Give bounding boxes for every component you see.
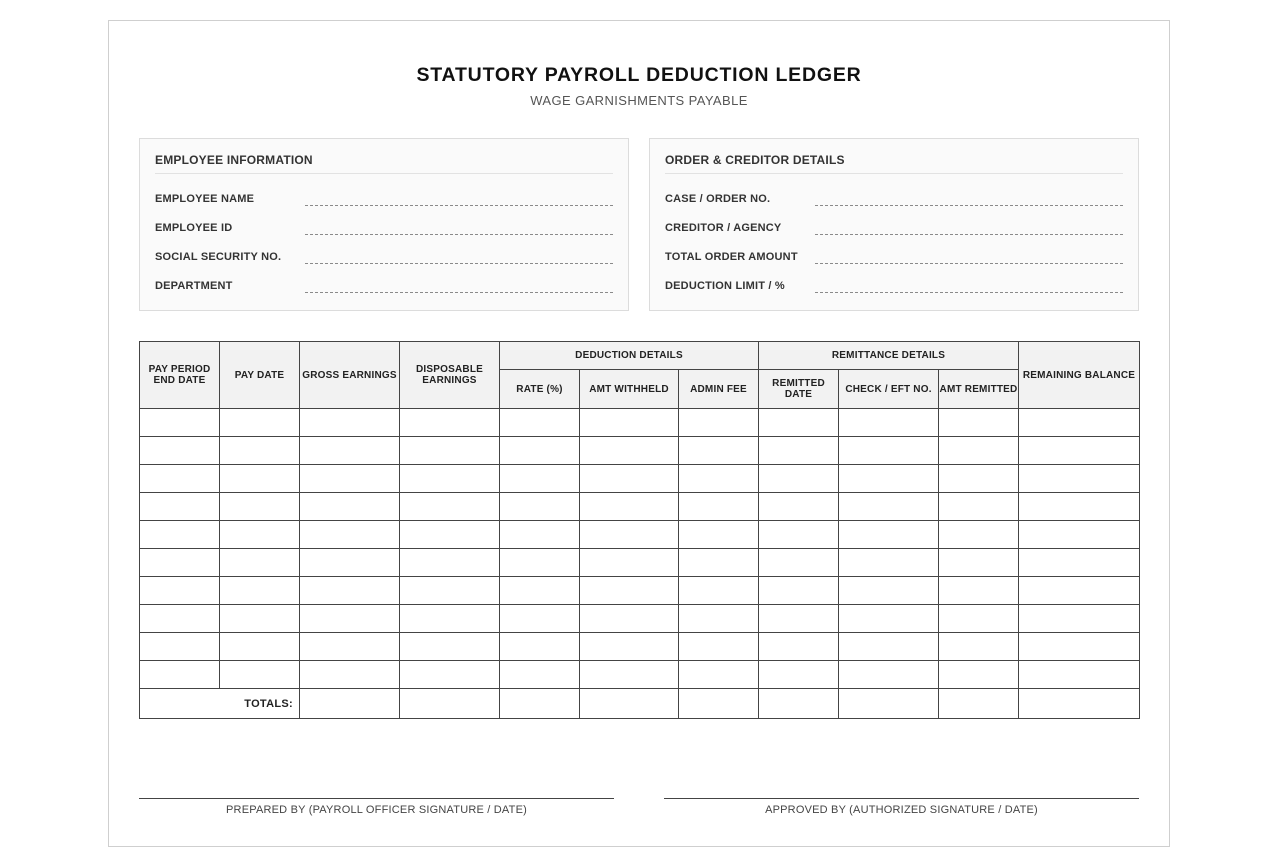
col-amt-withheld: AMT WITHHELD xyxy=(580,370,679,409)
col-pay-period-end: PAY PERIOD END DATE xyxy=(140,342,220,409)
total-disposable-earnings[interactable] xyxy=(400,689,500,719)
ledger-sheet xyxy=(108,20,1170,847)
total-order-label: TOTAL ORDER AMOUNT xyxy=(665,251,798,263)
cell-gross-earnings[interactable] xyxy=(300,577,400,605)
cell-pay-period-end[interactable] xyxy=(140,549,220,577)
cell-rate[interactable] xyxy=(500,409,580,437)
cell-check-eft[interactable] xyxy=(839,633,939,661)
cell-gross-earnings[interactable] xyxy=(300,605,400,633)
cell-check-eft[interactable] xyxy=(839,437,939,465)
cell-amt-withheld[interactable] xyxy=(580,409,679,437)
col-remaining-balance: REMAINING BALANCE xyxy=(1019,342,1140,409)
ledger-table xyxy=(139,341,1140,719)
cell-rate[interactable] xyxy=(500,549,580,577)
cell-remaining-balance[interactable] xyxy=(1019,549,1140,577)
employee-id-field[interactable] xyxy=(305,234,613,235)
cell-remaining-balance[interactable] xyxy=(1019,661,1140,689)
group-deduction-details: DEDUCTION DETAILS xyxy=(500,342,759,370)
cell-pay-date[interactable] xyxy=(220,437,300,465)
cell-admin-fee[interactable] xyxy=(679,465,759,493)
cell-amt-remitted[interactable] xyxy=(939,549,1019,577)
cell-pay-date[interactable] xyxy=(220,605,300,633)
ssn-label: SOCIAL SECURITY NO. xyxy=(155,251,282,263)
cell-amt-remitted[interactable] xyxy=(939,521,1019,549)
deduction-limit-field[interactable] xyxy=(815,292,1123,293)
total-remaining-balance[interactable] xyxy=(1019,689,1140,719)
cell-disposable-earnings[interactable] xyxy=(400,661,500,689)
cell-remaining-balance[interactable] xyxy=(1019,437,1140,465)
deduction-limit-row xyxy=(665,278,1123,298)
cell-gross-earnings[interactable] xyxy=(300,437,400,465)
col-gross-earnings: GROSS EARNINGS xyxy=(300,342,400,409)
cell-pay-period-end[interactable] xyxy=(140,633,220,661)
cell-check-eft[interactable] xyxy=(839,549,939,577)
cell-remaining-balance[interactable] xyxy=(1019,465,1140,493)
cell-check-eft[interactable] xyxy=(839,577,939,605)
table-row xyxy=(140,465,1140,493)
cell-amt-remitted[interactable] xyxy=(939,409,1019,437)
cell-pay-date[interactable] xyxy=(220,493,300,521)
table-row xyxy=(140,661,1140,689)
cell-check-eft[interactable] xyxy=(839,605,939,633)
cell-amt-remitted[interactable] xyxy=(939,465,1019,493)
department-field[interactable] xyxy=(305,292,613,293)
cell-disposable-earnings[interactable] xyxy=(400,437,500,465)
cell-disposable-earnings[interactable] xyxy=(400,409,500,437)
col-admin-fee: ADMIN FEE xyxy=(679,370,759,409)
cell-remitted-date[interactable] xyxy=(759,493,839,521)
cell-check-eft[interactable] xyxy=(839,493,939,521)
cell-amt-remitted[interactable] xyxy=(939,605,1019,633)
employee-name-row xyxy=(155,191,613,211)
cell-remitted-date[interactable] xyxy=(759,465,839,493)
total-remitted-date[interactable] xyxy=(759,689,839,719)
cell-rate[interactable] xyxy=(500,577,580,605)
cell-rate[interactable] xyxy=(500,521,580,549)
col-check-eft: CHECK / EFT NO. xyxy=(839,370,939,409)
cell-gross-earnings[interactable] xyxy=(300,409,400,437)
employee-name-field[interactable] xyxy=(305,205,613,206)
cell-rate[interactable] xyxy=(500,493,580,521)
col-rate: RATE (%) xyxy=(500,370,580,409)
cell-disposable-earnings[interactable] xyxy=(400,493,500,521)
ssn-field[interactable] xyxy=(305,263,613,264)
prepared-by-signature[interactable]: PREPARED BY (PAYROLL OFFICER SIGNATURE / DATE) xyxy=(139,798,614,816)
cell-pay-date[interactable] xyxy=(220,549,300,577)
cell-remitted-date[interactable] xyxy=(759,605,839,633)
cell-admin-fee[interactable] xyxy=(679,521,759,549)
cell-pay-period-end[interactable] xyxy=(140,577,220,605)
total-check-eft[interactable] xyxy=(839,689,939,719)
cell-admin-fee[interactable] xyxy=(679,409,759,437)
cell-amt-withheld[interactable] xyxy=(580,605,679,633)
order-info-panel xyxy=(649,138,1139,311)
table-row xyxy=(140,437,1140,465)
document-subtitle: WAGE GARNISHMENTS PAYABLE xyxy=(530,93,748,108)
cell-amt-withheld[interactable] xyxy=(580,633,679,661)
cell-admin-fee[interactable] xyxy=(679,661,759,689)
cell-pay-period-end[interactable] xyxy=(140,521,220,549)
cell-remaining-balance[interactable] xyxy=(1019,633,1140,661)
cell-amt-withheld[interactable] xyxy=(580,577,679,605)
cell-disposable-earnings[interactable] xyxy=(400,465,500,493)
total-order-row xyxy=(665,249,1123,269)
cell-rate[interactable] xyxy=(500,437,580,465)
col-pay-date: PAY DATE xyxy=(220,342,300,409)
cell-amt-withheld[interactable] xyxy=(580,465,679,493)
cell-amt-remitted[interactable] xyxy=(939,577,1019,605)
cell-pay-date[interactable] xyxy=(220,521,300,549)
table-row xyxy=(140,493,1140,521)
cell-amt-withheld[interactable] xyxy=(580,437,679,465)
cell-remitted-date[interactable] xyxy=(759,549,839,577)
cell-rate[interactable] xyxy=(500,605,580,633)
cell-gross-earnings[interactable] xyxy=(300,521,400,549)
cell-pay-period-end[interactable] xyxy=(140,493,220,521)
cell-pay-date[interactable] xyxy=(220,633,300,661)
cell-admin-fee[interactable] xyxy=(679,577,759,605)
cell-gross-earnings[interactable] xyxy=(300,465,400,493)
ssn-row xyxy=(155,249,613,269)
cell-admin-fee[interactable] xyxy=(679,437,759,465)
group-remittance-details: REMITTANCE DETAILS xyxy=(759,342,1019,370)
creditor-label: CREDITOR / AGENCY xyxy=(665,222,782,234)
deduction-limit-label: DEDUCTION LIMIT / % xyxy=(665,280,785,292)
employee-id-label: EMPLOYEE ID xyxy=(155,222,233,234)
cell-amt-remitted[interactable] xyxy=(939,661,1019,689)
cell-remaining-balance[interactable] xyxy=(1019,409,1140,437)
cell-disposable-earnings[interactable] xyxy=(400,605,500,633)
employee-info-heading: EMPLOYEE INFORMATION xyxy=(155,153,613,174)
cell-remitted-date[interactable] xyxy=(759,577,839,605)
cell-disposable-earnings[interactable] xyxy=(400,633,500,661)
total-order-field[interactable] xyxy=(815,263,1123,264)
cell-remitted-date[interactable] xyxy=(759,661,839,689)
case-order-row xyxy=(665,191,1123,211)
cell-check-eft[interactable] xyxy=(839,521,939,549)
cell-amt-withheld[interactable] xyxy=(580,549,679,577)
total-gross-earnings[interactable] xyxy=(300,689,400,719)
total-admin-fee[interactable] xyxy=(679,689,759,719)
cell-admin-fee[interactable] xyxy=(679,549,759,577)
cell-disposable-earnings[interactable] xyxy=(400,521,500,549)
table-row xyxy=(140,521,1140,549)
table-row xyxy=(140,549,1140,577)
table-row xyxy=(140,577,1140,605)
cell-check-eft[interactable] xyxy=(839,409,939,437)
cell-pay-date[interactable] xyxy=(220,661,300,689)
cell-remitted-date[interactable] xyxy=(759,437,839,465)
col-remitted-date: REMITTED DATE xyxy=(759,370,839,409)
employee-id-row xyxy=(155,220,613,240)
department-label: DEPARTMENT xyxy=(155,280,233,292)
table-row xyxy=(140,409,1140,437)
cell-remaining-balance[interactable] xyxy=(1019,605,1140,633)
creditor-row xyxy=(665,220,1123,240)
cell-rate[interactable] xyxy=(500,465,580,493)
totals-label: TOTALS: xyxy=(140,689,300,719)
cell-gross-earnings[interactable] xyxy=(300,633,400,661)
cell-admin-fee[interactable] xyxy=(679,633,759,661)
table-row xyxy=(140,605,1140,633)
cell-amt-remitted[interactable] xyxy=(939,437,1019,465)
cell-amt-withheld[interactable] xyxy=(580,521,679,549)
total-amt-remitted[interactable] xyxy=(939,689,1019,719)
cell-amt-remitted[interactable] xyxy=(939,633,1019,661)
cell-pay-period-end[interactable] xyxy=(140,437,220,465)
totals-row xyxy=(140,689,1140,719)
case-order-label: CASE / ORDER NO. xyxy=(665,193,771,205)
cell-pay-period-end[interactable] xyxy=(140,605,220,633)
approved-by-signature[interactable]: APPROVED BY (AUTHORIZED SIGNATURE / DATE) xyxy=(664,798,1139,816)
cell-remitted-date[interactable] xyxy=(759,633,839,661)
cell-disposable-earnings[interactable] xyxy=(400,549,500,577)
cell-pay-period-end[interactable] xyxy=(140,409,220,437)
cell-admin-fee[interactable] xyxy=(679,605,759,633)
cell-amt-withheld[interactable] xyxy=(580,493,679,521)
cell-pay-period-end[interactable] xyxy=(140,465,220,493)
cell-remaining-balance[interactable] xyxy=(1019,493,1140,521)
cell-rate[interactable] xyxy=(500,633,580,661)
cell-gross-earnings[interactable] xyxy=(300,661,400,689)
col-amt-remitted: AMT REMITTED xyxy=(939,370,1019,409)
cell-gross-earnings[interactable] xyxy=(300,493,400,521)
cell-remaining-balance[interactable] xyxy=(1019,577,1140,605)
cell-remitted-date[interactable] xyxy=(759,521,839,549)
employee-info-panel xyxy=(139,138,629,311)
cell-amt-remitted[interactable] xyxy=(939,493,1019,521)
order-info-heading: ORDER & CREDITOR DETAILS xyxy=(665,153,1123,174)
table-row xyxy=(140,633,1140,661)
cell-check-eft[interactable] xyxy=(839,661,939,689)
cell-pay-date[interactable] xyxy=(220,465,300,493)
cell-rate[interactable] xyxy=(500,661,580,689)
cell-check-eft[interactable] xyxy=(839,465,939,493)
col-disposable-earnings: DISPOSABLE EARNINGS xyxy=(400,342,500,409)
cell-pay-date[interactable] xyxy=(220,577,300,605)
cell-remaining-balance[interactable] xyxy=(1019,521,1140,549)
cell-pay-date[interactable] xyxy=(220,409,300,437)
cell-admin-fee[interactable] xyxy=(679,493,759,521)
total-amt-withheld[interactable] xyxy=(580,689,679,719)
employee-name-label: EMPLOYEE NAME xyxy=(155,193,255,205)
document-title: STATUTORY PAYROLL DEDUCTION LEDGER xyxy=(416,64,862,86)
cell-pay-period-end[interactable] xyxy=(140,661,220,689)
total-rate[interactable] xyxy=(500,689,580,719)
department-row xyxy=(155,278,613,298)
case-order-field[interactable] xyxy=(815,205,1123,206)
cell-disposable-earnings[interactable] xyxy=(400,577,500,605)
creditor-field[interactable] xyxy=(815,234,1123,235)
cell-gross-earnings[interactable] xyxy=(300,549,400,577)
cell-remitted-date[interactable] xyxy=(759,409,839,437)
cell-amt-withheld[interactable] xyxy=(580,661,679,689)
